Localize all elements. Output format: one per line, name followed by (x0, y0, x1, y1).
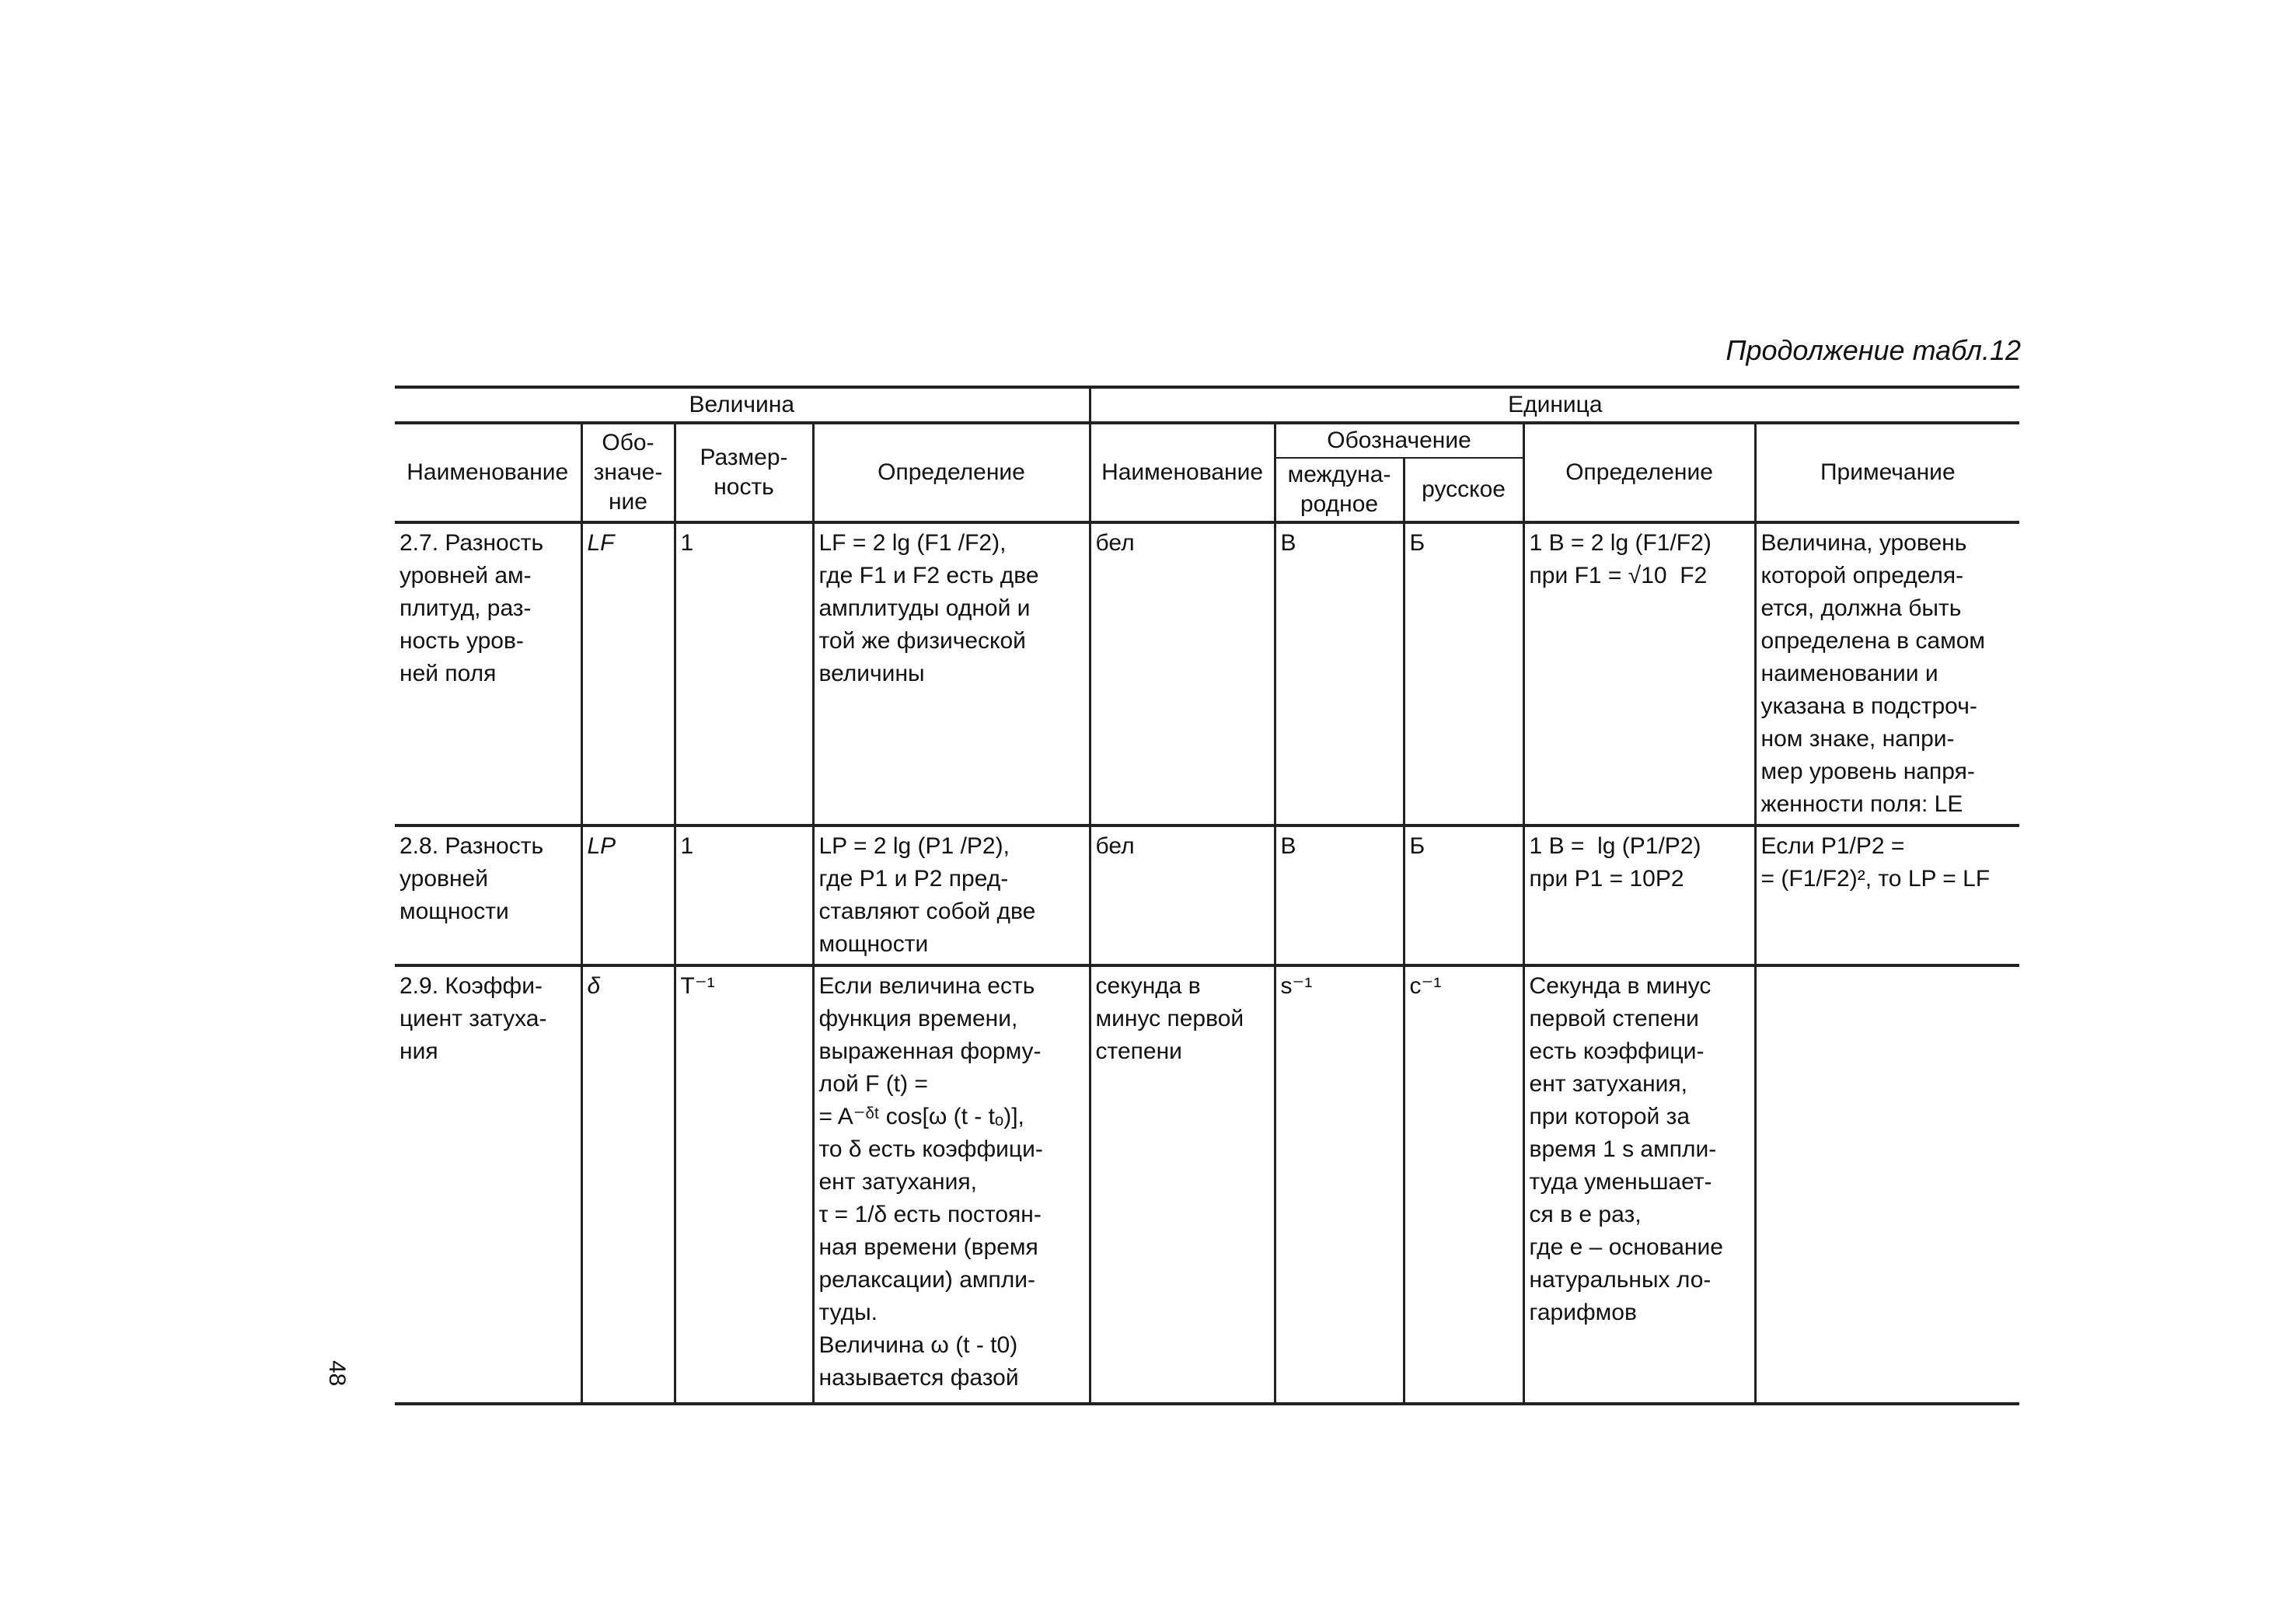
row-intl-symbol: B (1280, 530, 1296, 556)
row-symbol: δ (587, 973, 601, 999)
row-intl-symbol: B (1280, 833, 1296, 859)
row-unit-definition: 1 B = lg (P1/P2) при P1 = 10P2 (1529, 833, 1701, 892)
row-definition: LF = 2 lg (F1 /F2), где F1 и F2 есть две амплитуды одной и той же физической величины (818, 530, 1039, 686)
row-rus-symbol: Б (1409, 833, 1425, 859)
row-definition: Если величина есть функция времени, выраженная форму- лой F (t) = = A⁻ᵟᵗ cos[ω (t - tₒ)], то δ есть коэффици- ент затухания, τ = 1/δ есть постоян- ная времени (время релаксации) ампли- туды. Величина ω (t - t0) называется фазой (818, 973, 1043, 1391)
row-symbol: LF (587, 530, 615, 556)
header-unit-name: Наименование (1101, 459, 1264, 485)
header-quantity-definition: Определение (878, 459, 1025, 485)
table-row (395, 965, 2019, 1404)
header-dimension: Размер- ность (700, 445, 788, 500)
header-international: междуна- родное (1287, 462, 1391, 517)
header-unit-symbol: Обозначение (1327, 428, 1471, 453)
row-rus-symbol: Б (1409, 530, 1425, 556)
page-number: 48 (324, 1360, 350, 1387)
row-unit-name: бел (1095, 833, 1135, 859)
table-row (395, 522, 2019, 825)
row-definition: LP = 2 lg (P1 /P2), где P1 и P2 пред- ставляют собой две мощности (818, 833, 1036, 957)
row-intl-symbol: s⁻¹ (1280, 973, 1313, 999)
header-quantity-name: Наименование (407, 459, 569, 485)
row-unit-definition: Секунда в минус первой степени есть коэффици- ент затухания, при которой за время 1 s ампли- туда уменьшает- ся в е раз, где е – основание натуральных ло- гарифмов (1529, 973, 1723, 1325)
row-dimension: T⁻¹ (680, 973, 715, 999)
header-unit-definition: Определение (1565, 459, 1713, 485)
table-row (395, 825, 2019, 965)
row-dimension: 1 (680, 530, 694, 556)
header-quantity: Величина (395, 387, 1090, 423)
row-symbol: LP (587, 833, 616, 859)
row-note: Величина, уровень которой определя- ется, должна быть определена в самом наименовании и указана в подстроч- ном знаке, напри- мер уровень напря- женности поля: LE (1760, 530, 1986, 817)
header-quantity-symbol: Обо- значе- ние (593, 430, 663, 515)
row-name: 2.8. Разность уровней мощности (400, 833, 544, 924)
table-caption: Продолжение табл.12 (1725, 334, 2021, 366)
header-russian: русское (1422, 476, 1506, 502)
row-name: 2.7. Разность уровней ам- плитуд, раз- ность уров- ней поля (400, 530, 544, 686)
row-unit-name: бел (1095, 530, 1135, 556)
row-unit-definition: 1 B = 2 lg (F1/F2) при F1 = √10 F2 (1529, 530, 1712, 588)
row-dimension: 1 (680, 833, 694, 859)
row-rus-symbol: с⁻¹ (1409, 973, 1442, 999)
row-note: Если P1/P2 = = (F1/F2)², то LP = LF (1760, 833, 1991, 892)
header-unit: Единица (1090, 387, 2019, 423)
units-table (395, 386, 2019, 1405)
row-unit-name: секунда в минус первой степени (1095, 973, 1244, 1064)
header-note: Примечание (1820, 459, 1956, 485)
row-name: 2.9. Коэффи- циент затуха- ния (400, 973, 547, 1064)
